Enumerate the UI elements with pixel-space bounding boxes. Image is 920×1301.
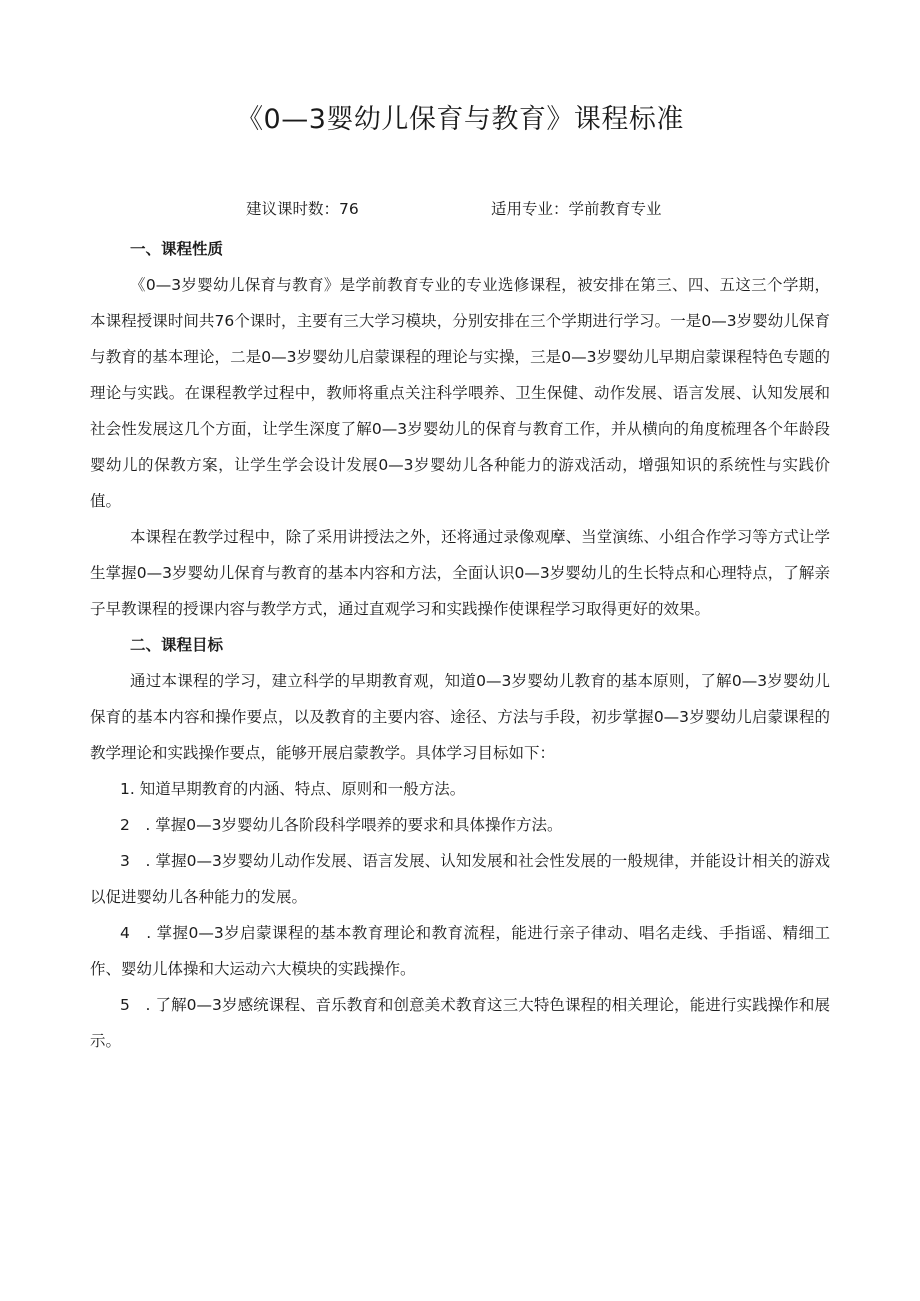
applicable-major: 适用专业：学前教育专业: [491, 200, 662, 218]
paragraph: 通过本课程的学习，建立科学的早期教育观，知道0—3岁婴幼儿教育的基本原则，了解0—3岁婴幼儿保育的基本内容和操作要点，以及教育的主要内容、途径、方法与手段，初步掌握0—3岁婴幼儿启蒙课程的教学理论和实践操作要点，能够开展启蒙教学。具体学习目标如下：: [90, 672, 830, 762]
paragraph: 本课程在教学过程中，除了采用讲授法之外，还将通过录像观摩、当堂演练、小组合作学习等方式让学生掌握0—3岁婴幼儿保育与教育的基本内容和方法，全面认识0—3岁婴幼儿的生长特点和心理特点，了解亲子早教课程的授课内容与教学方式，通过直观学习和实践操作使课程学习取得更好的效果。: [90, 528, 830, 618]
page-title: 《0—3婴幼儿保育与教育》课程标准: [236, 104, 684, 135]
objective-item: 3 . 掌握0—3岁婴幼儿动作发展、语言发展、认知发展和社会性发展的一般规律，并能设计相关的游戏以促进婴幼儿各种能力的发展。: [90, 852, 830, 906]
objective-item: 4 . 掌握0—3岁启蒙课程的基本教育理论和教育流程，能进行亲子律动、唱名走线、手指谣、精细工作、婴幼儿体操和大运动六大模块的实践操作。: [90, 924, 830, 978]
objective-item: 2 . 掌握0—3岁婴幼儿各阶段科学喂养的要求和具体操作方法。: [120, 816, 563, 834]
paragraph: 《0—3岁婴幼儿保育与教育》是学前教育专业的专业选修课程，被安排在第三、四、五这三个学期，本课程授课时间共76个课时，主要有三大学习模块，分别安排在三个学期进行学习。一是0—3岁婴幼儿保育与教育的基本理论，二是0—3岁婴幼儿启蒙课程的理论与实操，三是0—3岁婴幼儿早期启蒙课程特色专题的理论与实践。在课程教学过程中，教师将重点关注科学喂养、卫生保健、动作发展、语言发展、认知发展和社会性发展这几个方面，让学生深度了解0—3岁婴幼儿的保育与教育工作，并从横向的角度梳理各个年龄段婴幼儿的保教方案，让学生学会设计发展0—3岁婴幼儿各种能力的游戏活动，增强知识的系统性与实践价值。: [90, 276, 830, 510]
section-heading-course-objectives: 二、课程目标: [130, 636, 224, 654]
objective-item: 1. 知道早期教育的内涵、特点、原则和一般方法。: [120, 780, 466, 798]
section-heading-course-nature: 一、课程性质: [130, 240, 224, 258]
objective-item: 5 . 了解0—3岁感统课程、音乐教育和创意美术教育这三大特色课程的相关理论，能进行实践操作和展示。: [90, 996, 830, 1050]
suggested-hours: 建议课时数：76: [246, 200, 359, 218]
document-body: [90, 231, 830, 1059]
